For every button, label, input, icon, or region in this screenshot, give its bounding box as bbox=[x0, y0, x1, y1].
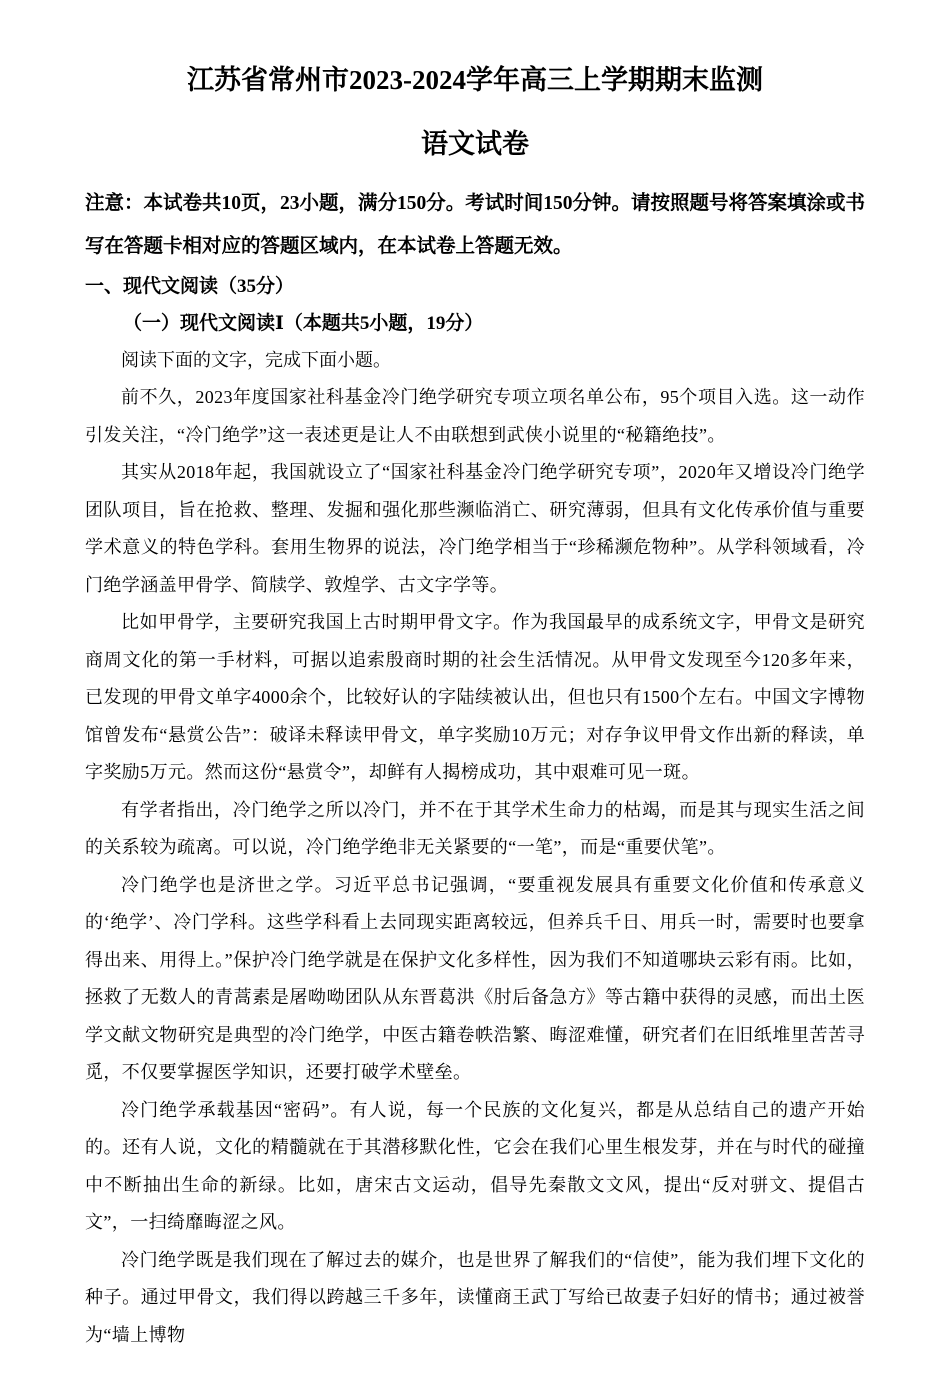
body-paragraph-6: 冷门绝学承载基因“密码”。有人说，每一个民族的文化复兴，都是从总结自己的遗产开始的。还有人说，文化的精髓就在于其潜移默化性，它会在我们心里生根发芽，并在与时代的碰撞中不断抽出生命的新绿。比如，唐宋古文运动，倡导先秦散文文风，提出“反对骈文、提倡古文”，一扫绮靡晦涩之风。 bbox=[85, 1099, 865, 1232]
subsection-heading-reading-1: （一）现代文阅读Ⅰ（本题共5小题，19分） bbox=[123, 313, 484, 334]
body-paragraph-3: 比如甲骨学，主要研究我国上古时期甲骨文字。作为我国最早的成系统文字，甲骨文是研究商周文化的第一手材料，可据以追索殷商时期的社会生活情况。从甲骨文发现至今120多年来，已发现的甲骨文单字4000余个，比较好认的字陆续被认出，但也只有1500个左右。中国文字博物馆曾发布“悬赏公告”：破译未释读甲骨文，单字奖励10万元；对存争议甲骨文作出新的释读，单字奖励5万元。然而这份“悬赏令”，却鲜有人揭榜成功，其中艰难可见一斑。 bbox=[85, 612, 865, 782]
reading-instruction: 阅读下面的文字，完成下面小题。 bbox=[121, 350, 391, 370]
body-paragraph-7: 冷门绝学既是我们现在了解过去的媒介，也是世界了解我们的“信使”，能为我们埋下文化的种子。通过甲骨文，我们得以跨越三千多年，读懂商王武丁写给已故妻子妇好的情书；通过被誉为“墙上博物 bbox=[85, 1249, 865, 1345]
section-heading-modern-reading: 一、现代文阅读（35分） bbox=[85, 276, 295, 297]
body-paragraph-4: 有学者指出，冷门绝学之所以冷门，并不在于其学术生命力的枯竭，而是其与现实生活之间的关系较为疏离。可以说，冷门绝学绝非无关紧要的“一笔”，而是“重要伏笔”。 bbox=[85, 799, 865, 857]
exam-notice: 注意：本试卷共10页，23小题，满分150分。考试时间150分钟。请按照题号将答案填涂或书写在答题卡相对应的答题区域内，在本试卷上答题无效。 bbox=[85, 193, 866, 257]
body-paragraph-5: 冷门绝学也是济世之学。习近平总书记强调，“要重视发展具有重要文化价值和传承意义的‘绝学’、冷门学科。这些学科看上去同现实距离较远，但养兵千日、用兵一时，需要时也要拿得出来、用得上。”保护冷门绝学就是在保护文化多样性，因为我们不知道哪块云彩有雨。比如，拯救了无数人的青蒿素是屠呦呦团队从东晋葛洪《肘后备急方》等古籍中获得的灵感，而出土医学文献文物研究是典型的冷门绝学，中医古籍卷帙浩繁、晦涩难懂，研究者们在旧纸堆里苦苦寻觅，不仅要掌握医学知识，还要打破学术壁垒。 bbox=[85, 874, 865, 1082]
paper-title: 江苏省常州市2023-2024学年高三上学期期末监测 bbox=[187, 65, 763, 95]
body-paragraph-2: 其实从2018年起，我国就设立了“国家社科基金冷门绝学研究专项”，2020年又增设冷门绝学团队项目，旨在抢救、整理、发掘和强化那些濒临消亡、研究薄弱，但具有文化传承价值与重要学术意义的特色学科。套用生物界的说法，冷门绝学相当于“珍稀濒危物种”。从学科领域看，冷门绝学涵盖甲骨学、简牍学、敦煌学、古文字学等。 bbox=[85, 462, 865, 595]
body-paragraph-1: 前不久，2023年度国家社科基金冷门绝学研究专项立项名单公布，95个项目入选。这一动作引发关注，“冷门绝学”这一表述更是让人不由联想到武侠小说里的“秘籍绝技”。 bbox=[85, 387, 865, 445]
paper-subtitle: 语文试卷 bbox=[421, 129, 529, 159]
